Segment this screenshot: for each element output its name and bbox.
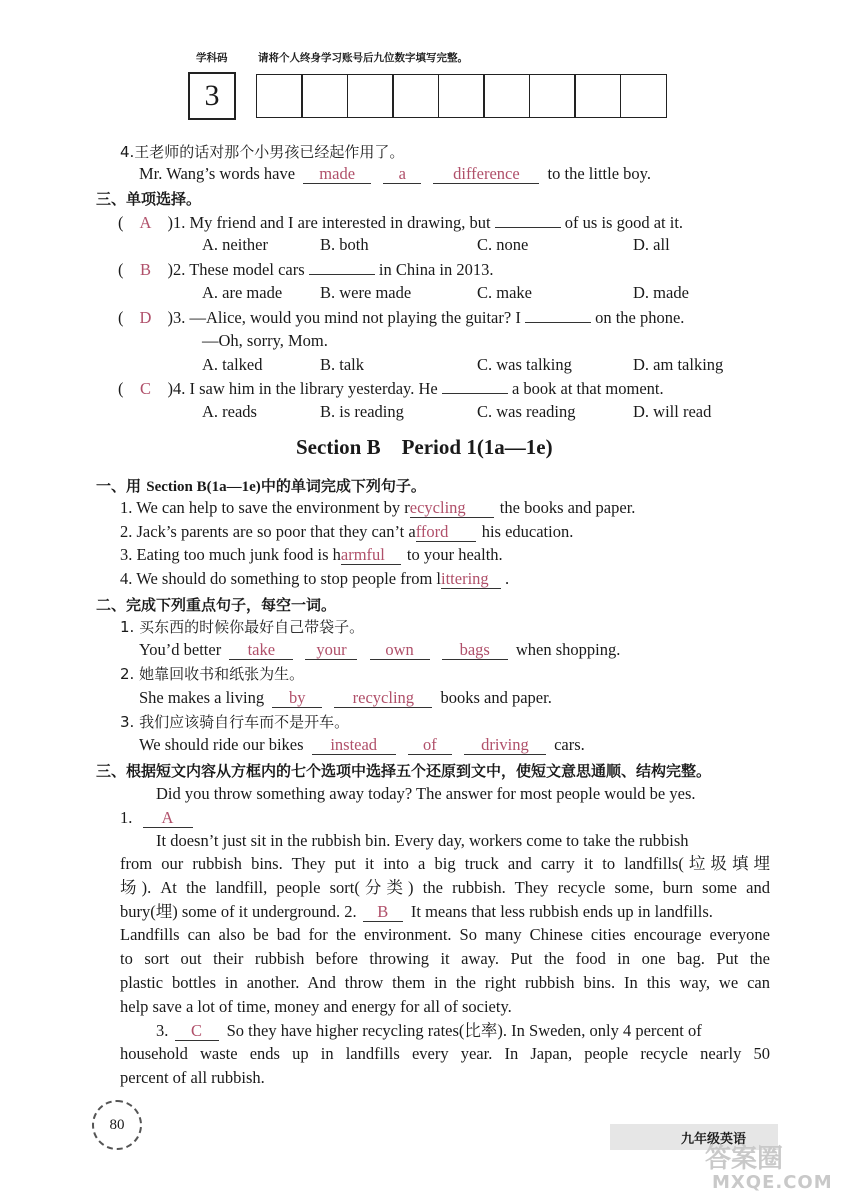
mc-2-option-b: B. were made (320, 283, 412, 302)
passage-line-gap-2 (120, 901, 713, 923)
passage-line: Landfills can also be bad for the environment. So many Chinese cities encourage everyone (120, 925, 770, 944)
part1-answer-1: ecycling (410, 499, 494, 518)
q4-en-pre: Mr. Wang’s words have (139, 164, 296, 183)
answer-blank (495, 211, 561, 228)
mc-stem: )2. These model cars (167, 260, 305, 279)
q4-en-post: to the little boy. (547, 164, 651, 183)
watermark-url: MXQE.COM (712, 1172, 833, 1193)
passage-line: to sort out their rubbish before throwing it away. Put the food in one bag. Put the (120, 949, 770, 968)
digit-box[interactable] (620, 74, 667, 118)
part1-sentence-3 (120, 544, 503, 566)
part2-q3-answer: instead (312, 736, 396, 755)
sentence-text: 2. Jack’s parents are so poor that they can’t a (120, 522, 416, 541)
part1-answer-2: fford (416, 523, 476, 542)
sentence-text: You’d better (139, 640, 222, 659)
mc-3-option-c: C. was talking (477, 355, 572, 374)
answer-blank (525, 306, 591, 323)
q4-answer-1: made (303, 165, 371, 184)
passage-answer-3: C (175, 1022, 219, 1041)
passage-answer-2: B (363, 903, 403, 922)
mc-question-1 (118, 211, 683, 234)
passage-text: bury(埋) some of it underground. 2. (120, 902, 357, 921)
q4-answer-2: a (383, 165, 421, 184)
passage-line: from our rubbish bins. They put it into a big truck and carry it to landfills(垃圾填埋 (120, 854, 770, 873)
part1-heading-pre: 一、用 (96, 477, 147, 495)
part1-heading-post: 中的单词完成下列句子。 (260, 477, 426, 495)
part2-q3-chinese: 3. 我们应该骑自行车而不是开车。 (120, 713, 350, 731)
mc-stem: )1. My friend and I are interested in drawing, but (167, 213, 491, 232)
mc-stem: a book at that moment. (511, 379, 664, 398)
passage-gap-1 (120, 807, 193, 829)
mc-stem: )3. —Alice, would you mind not playing the guitar? I (167, 308, 521, 327)
answer-blank (442, 377, 508, 394)
subject-code-box (188, 72, 236, 120)
passage-line: household waste ends up in landfills every year. In Japan, people recycle nearly 50 (120, 1044, 770, 1063)
passage-text: So they have higher recycling rates(比率). In Sweden, only 4 percent of (226, 1021, 702, 1040)
gap-number: 1. (120, 808, 133, 827)
sentence-text: to your health. (406, 545, 503, 564)
sentence-text: She makes a living (139, 688, 265, 707)
sentence-text: when shopping. (515, 640, 621, 659)
part1-answer-3: armful (341, 546, 401, 565)
mc-3-reply: —Oh, sorry, Mom. (202, 331, 328, 350)
paren: ( (118, 260, 124, 279)
sentence-text: 1. We can help to save the environment by r (120, 498, 410, 517)
paren: ( (118, 213, 124, 232)
subject-code-label: 学科码 (196, 52, 228, 64)
part1-sentence-1 (120, 497, 635, 519)
watermark-logo: 答案圈 (705, 1144, 784, 1174)
paren: ( (118, 379, 124, 398)
passage-opening: Did you throw something away today? The answer for most people would be yes. (156, 784, 696, 803)
q4-chinese: 4.王老师的话对那个小男孩已经起作用了。 (120, 143, 405, 161)
mc-stem: in China in 2013. (378, 260, 494, 279)
mc-3-option-d: D. am talking (633, 355, 724, 374)
part2-heading: 二、完成下列重点句子，每空一词。 (96, 596, 337, 614)
part2-q3-answer: driving (464, 736, 546, 755)
part2-q1-answer: bags (442, 641, 508, 660)
section-title: Section B Period 1(1a—1e) (296, 435, 553, 459)
part2-q2-answer: recycling (334, 689, 432, 708)
mc-answer-3: D (139, 308, 152, 327)
digit-box[interactable] (529, 74, 576, 118)
digit-box[interactable] (574, 74, 621, 118)
q4-english (139, 163, 651, 185)
passage-line: 场). At the landfill, people sort(分类) the rubbish. They recycle some, burn some and (120, 878, 770, 897)
mc-4-option-d: D. will read (633, 402, 712, 421)
paren: ( (118, 308, 124, 327)
passage-answer-1: A (143, 809, 193, 828)
part1-heading-ref: Section B(1a—1e) (146, 479, 261, 495)
part1-sentence-2 (120, 521, 573, 543)
sentence-text: the books and paper. (499, 498, 636, 517)
part1-sentence-4 (120, 568, 509, 590)
digit-box[interactable] (438, 74, 485, 118)
part2-q1-answer: your (305, 641, 357, 660)
section-heading-single-choice: 三、单项选择。 (96, 190, 202, 208)
part1-heading (96, 475, 426, 496)
part2-q2-chinese: 2. 她靠回收书和纸张为生。 (120, 665, 305, 683)
mc-question-3 (118, 306, 684, 329)
sentence-text: books and paper. (440, 688, 552, 707)
book-title: 九年级英语 (680, 1131, 746, 1147)
part2-q2-answer: by (272, 689, 322, 708)
part2-q1-english (139, 639, 620, 661)
mc-2-option-d: D. made (633, 283, 689, 302)
mc-question-4 (118, 377, 664, 400)
sentence-text: 4. We should do something to stop people from l (120, 569, 442, 588)
part2-q1-chinese: 1. 买东西的时候你最好自己带袋子。 (120, 618, 365, 636)
mc-stem: of us is good at it. (564, 213, 684, 232)
mc-answer-1: A (139, 213, 152, 232)
part2-q2-english (139, 687, 552, 709)
mc-2-option-a: A. are made (202, 283, 283, 302)
part2-q3-answer: of (408, 736, 452, 755)
mc-answer-2: B (139, 260, 151, 279)
passage-text: It means that less rubbish ends up in landfills. (410, 902, 713, 921)
digit-box[interactable] (301, 74, 348, 118)
passage-line: plastic bottles in another. And throw them in the right rubbish bins. In this way, we can (120, 973, 770, 992)
sentence-text: his education. (481, 522, 574, 541)
subject-code-value: 3 (204, 79, 220, 112)
mc-stem: on the phone. (595, 308, 685, 327)
passage-line-gap-3 (156, 1020, 702, 1042)
mc-3-option-a: A. talked (202, 355, 263, 374)
digit-box[interactable] (256, 74, 303, 118)
sentence-text: 3. Eating too much junk food is h (120, 545, 341, 564)
part2-q3-english (139, 734, 585, 756)
mc-3-option-b: B. talk (320, 355, 364, 374)
page-number: 80 (109, 1116, 125, 1133)
sentence-text: We should ride our bikes (139, 735, 304, 754)
sentence-text: . (505, 569, 510, 588)
mc-question-2 (118, 258, 494, 281)
mc-stem: )4. I saw him in the library yesterday. He (167, 379, 438, 398)
mc-4-option-a: A. reads (202, 402, 257, 421)
account-instruction: 请将个人终身学习账号后九位数字填写完整。 (258, 52, 468, 64)
mc-answer-4: C (139, 379, 151, 398)
sentence-text: cars. (554, 735, 585, 754)
mc-1-option-b: B. both (320, 235, 369, 254)
account-digit-boxes (257, 74, 667, 118)
digit-box[interactable] (392, 74, 439, 118)
mc-2-option-c: C. make (477, 283, 532, 302)
passage-line: It doesn’t just sit in the rubbish bin. Every day, workers come to take the rubbish (156, 831, 689, 850)
digit-box[interactable] (483, 74, 530, 118)
digit-box[interactable] (347, 74, 394, 118)
gap-number: 3. (156, 1021, 169, 1040)
part1-answer-4: ittering (441, 570, 501, 589)
mc-4-option-b: B. is reading (320, 402, 404, 421)
mc-1-option-c: C. none (477, 235, 529, 254)
part2-q1-answer: take (229, 641, 293, 660)
passage-line: percent of all rubbish. (120, 1068, 265, 1087)
mc-1-option-a: A. neither (202, 235, 268, 254)
passage-line: help save a lot of time, money and energy for all of society. (120, 997, 512, 1016)
mc-4-option-c: C. was reading (477, 402, 576, 421)
part2-q1-answer: own (370, 641, 430, 660)
mc-1-option-d: D. all (633, 235, 670, 254)
q4-answer-3: difference (433, 165, 539, 184)
part3-heading: 三、根据短文内容从方框内的七个选项中选择五个还原到文中，使短文意思通顺、结构完整。 (96, 762, 712, 780)
answer-blank (309, 258, 375, 275)
page-number-badge (92, 1100, 142, 1150)
